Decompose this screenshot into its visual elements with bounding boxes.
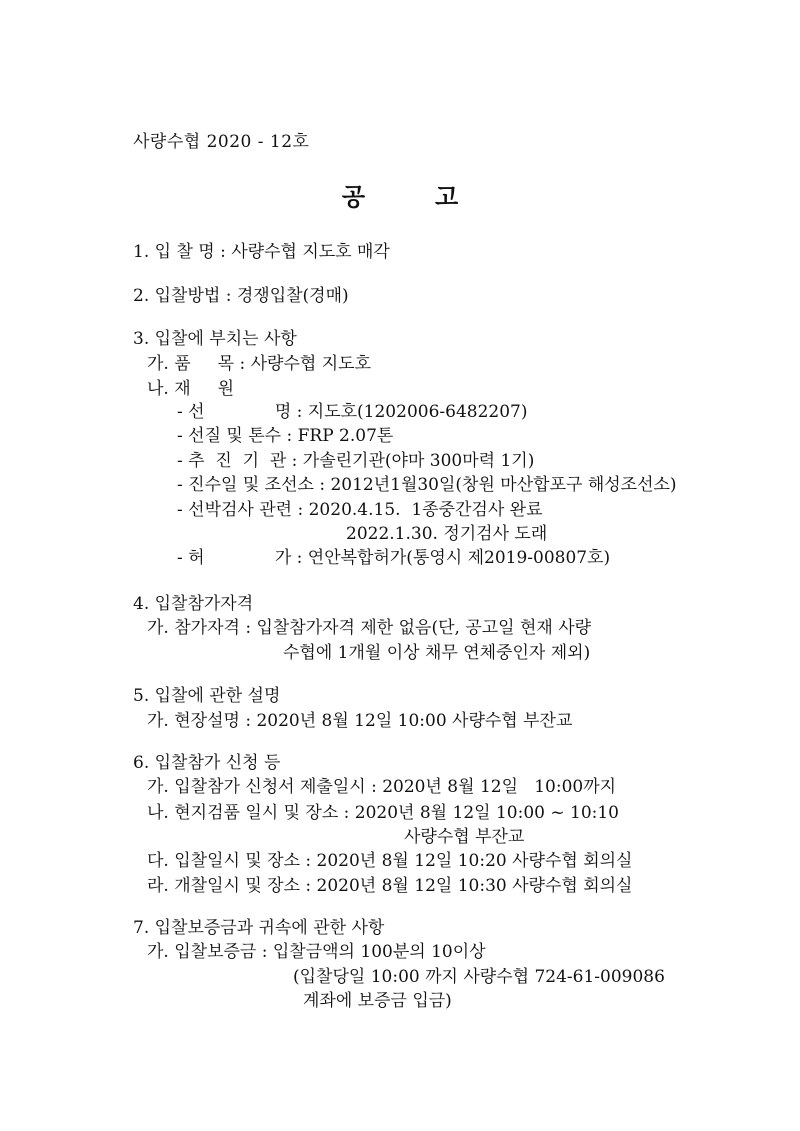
page-title bbox=[0, 182, 800, 211]
vessel-inspection-next: 2022.1.30. 정기검사 도래 bbox=[346, 524, 548, 544]
section-3-item-ga: 가. 품 목 : 사량수협 지도호 bbox=[147, 354, 371, 374]
vessel-launch-shipyard: - 진수일 및 조선소 : 2012년1월30일(창원 마산합포구 해성조선소) bbox=[177, 475, 677, 495]
section-3-heading: 3. 입찰에 부치는 사항 bbox=[133, 329, 297, 349]
section-7-deposit-note: 계좌에 보증금 입금) bbox=[303, 991, 452, 1011]
vessel-engine: - 추 진 기 관 : 가솔린기관(야마 300마력 1기) bbox=[177, 451, 535, 471]
section-6-bid-time-place: 다. 입찰일시 및 장소 : 2020년 8월 12일 10:20 사량수협 회의실 bbox=[147, 851, 633, 871]
section-4-qualification-cont: 수협에 1개월 이상 채무 연체중인자 제외) bbox=[283, 643, 591, 663]
title-char-1: 공 bbox=[341, 182, 365, 211]
section-1-bid-name: 1. 입 찰 명 : 사량수협 지도호 매각 bbox=[133, 242, 390, 262]
document-number: 사량수협 2020 - 12호 bbox=[133, 132, 310, 152]
section-6-application-deadline: 가. 입찰참가 신청서 제출일시 : 2020년 8월 12일 10:00까지 bbox=[147, 777, 617, 797]
vessel-inspection: - 선박검사 관련 : 2020.4.15. 1종중간검사 완료 bbox=[177, 500, 543, 520]
vessel-material-tonnage: - 선질 및 톤수 : FRP 2.07톤 bbox=[177, 426, 394, 446]
section-4-heading: 4. 입찰참가자격 bbox=[133, 594, 254, 614]
section-6-inspection-time: 나. 현지검품 일시 및 장소 : 2020년 8월 12일 10:00 ~ 10:10 bbox=[147, 803, 619, 823]
section-2-bid-method: 2. 입찰방법 : 경쟁입찰(경매) bbox=[133, 286, 349, 306]
section-5-site-briefing: 가. 현장설명 : 2020년 8월 12일 10:00 사량수협 부잔교 bbox=[147, 711, 573, 731]
title-char-2: 고 bbox=[435, 182, 459, 211]
section-6-inspection-place: 사량수협 부잔교 bbox=[404, 827, 525, 847]
section-6-heading: 6. 입찰참가 신청 등 bbox=[133, 753, 281, 773]
section-7-deposit-account: (입찰당일 10:00 까지 사량수협 724-61-009086 bbox=[293, 967, 665, 987]
section-4-qualification: 가. 참가자격 : 입찰참가자격 제한 없음(단, 공고일 현재 사량 bbox=[147, 618, 592, 638]
vessel-name: - 선 명 : 지도호(1202006-6482207) bbox=[177, 402, 528, 422]
section-7-bid-deposit: 가. 입찰보증금 : 입찰금액의 100분의 10이상 bbox=[147, 942, 486, 962]
section-7-heading: 7. 입찰보증금과 귀속에 관한 사항 bbox=[133, 918, 385, 938]
section-5-heading: 5. 입찰에 관한 설명 bbox=[133, 686, 281, 706]
vessel-license: - 허 가 : 연안복합허가(통영시 제2019-00807호) bbox=[177, 548, 611, 568]
section-6-opening-time-place: 라. 개찰일시 및 장소 : 2020년 8월 12일 10:30 사량수협 회의실 bbox=[147, 876, 633, 896]
section-3-item-na: 나. 재 원 bbox=[147, 379, 235, 399]
